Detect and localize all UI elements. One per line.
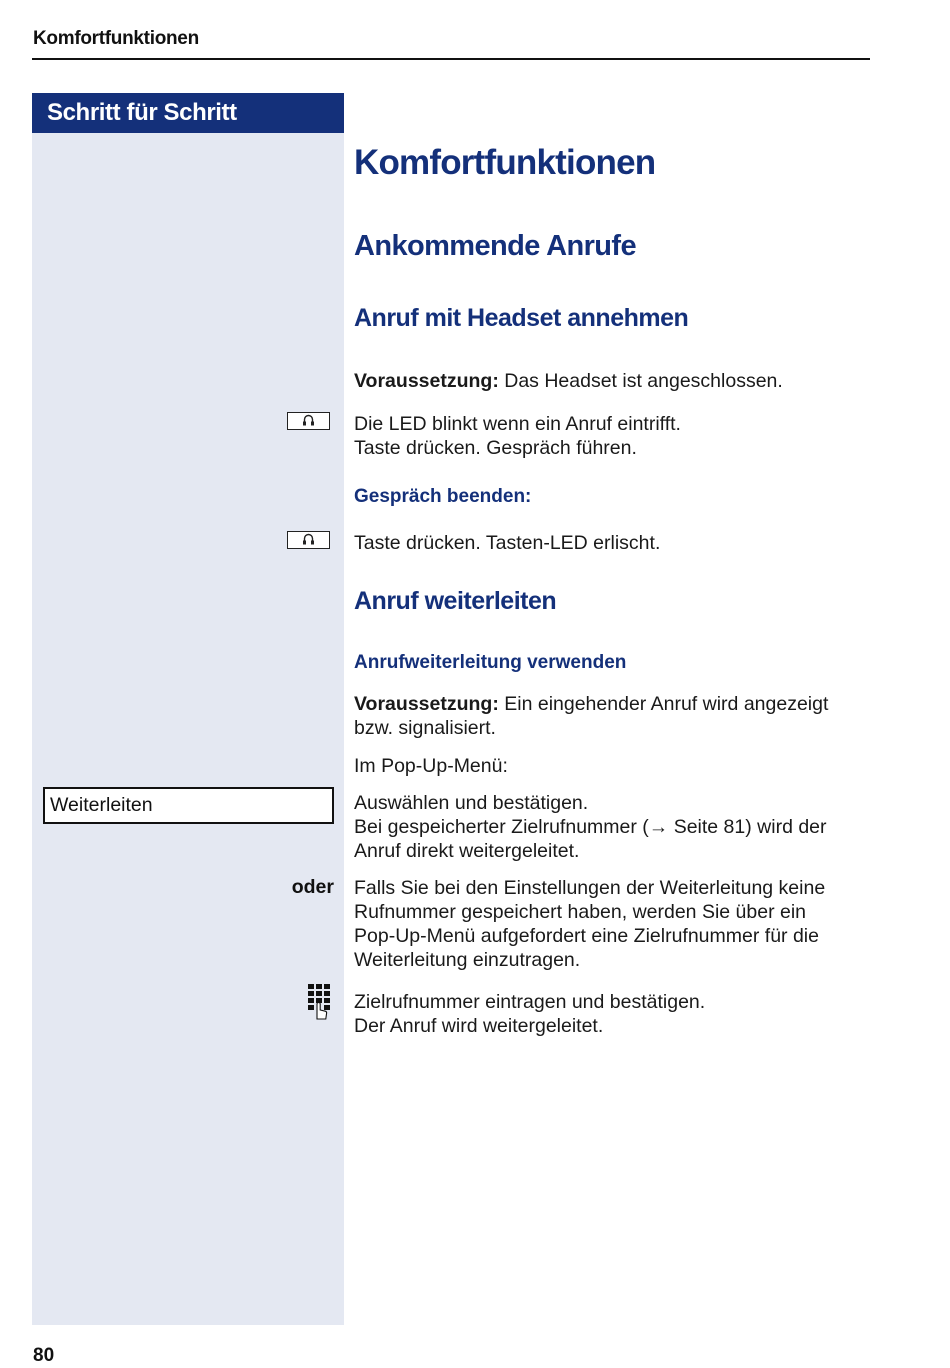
subheading-end-call: Gespräch beenden: [354,486,532,507]
step-text: Bei gespeicherter Zielrufnummer (→ Seite 81) wird der [354,816,827,838]
popup-intro: Im Pop-Up-Menü: [354,755,508,777]
alt-text: Rufnummer gespeichert haben, werden Sie über ein [354,901,807,923]
step-text: Die LED blinkt wenn ein Anruf eintrifft. [354,413,681,435]
running-head: Komfortfunktionen [33,28,199,49]
step-select-confirm [354,791,874,863]
header-rule [32,58,870,60]
step-text: Taste drücken. Gespräch führen. [354,437,637,459]
step-text: Anruf direkt weitergeleitet. [354,840,580,862]
heading-forward: Anruf weiterleiten [354,587,557,615]
alt-text: Falls Sie bei den Einstellungen der Weiterleitung keine [354,877,826,899]
sidebar [32,133,344,1325]
prereq-label: Voraussetzung: [354,370,499,392]
step-text: Der Anruf wird weitergeleitet. [354,1015,604,1037]
prereq-label: Voraussetzung: [354,693,499,715]
sidebar-header: Schritt für Schritt [32,93,344,133]
menu-item-weiterleiten[interactable]: Weiterleiten [43,787,334,824]
prereq-text: bzw. signalisiert. [354,717,496,739]
prereq-text: Das Headset ist angeschlossen. [498,370,783,392]
step-end-call: Taste drücken. Tasten-LED erlischt. [354,532,661,554]
oder-label: oder [291,876,334,898]
headset-key-icon [287,531,330,549]
alt-instructions [354,876,874,972]
alt-text: Weiterleitung einzutragen. [354,949,581,971]
page-number: 80 [33,1345,55,1366]
alt-text: Pop-Up-Menü aufgefordert eine Zielrufnummer für die [354,925,819,947]
prereq-headset [354,369,874,393]
step-led-blinks [354,412,874,460]
step-text: Auswählen und bestätigen. [354,792,589,814]
heading-headset: Anruf mit Headset annehmen [354,304,689,332]
step-enter-number [354,990,874,1038]
prereq-forward [354,692,874,740]
section-title: Ankommende Anrufe [354,230,636,262]
step-text: Zielrufnummer eintragen und bestätigen. [354,991,706,1013]
headset-key-icon [287,412,330,430]
page-title: Komfortfunktionen [354,143,656,182]
keypad-icon [306,983,334,1026]
prereq-text: Ein eingehender Anruf wird angezeigt [498,693,829,715]
subheading-forward-use: Anrufweiterleitung verwenden [354,652,627,673]
